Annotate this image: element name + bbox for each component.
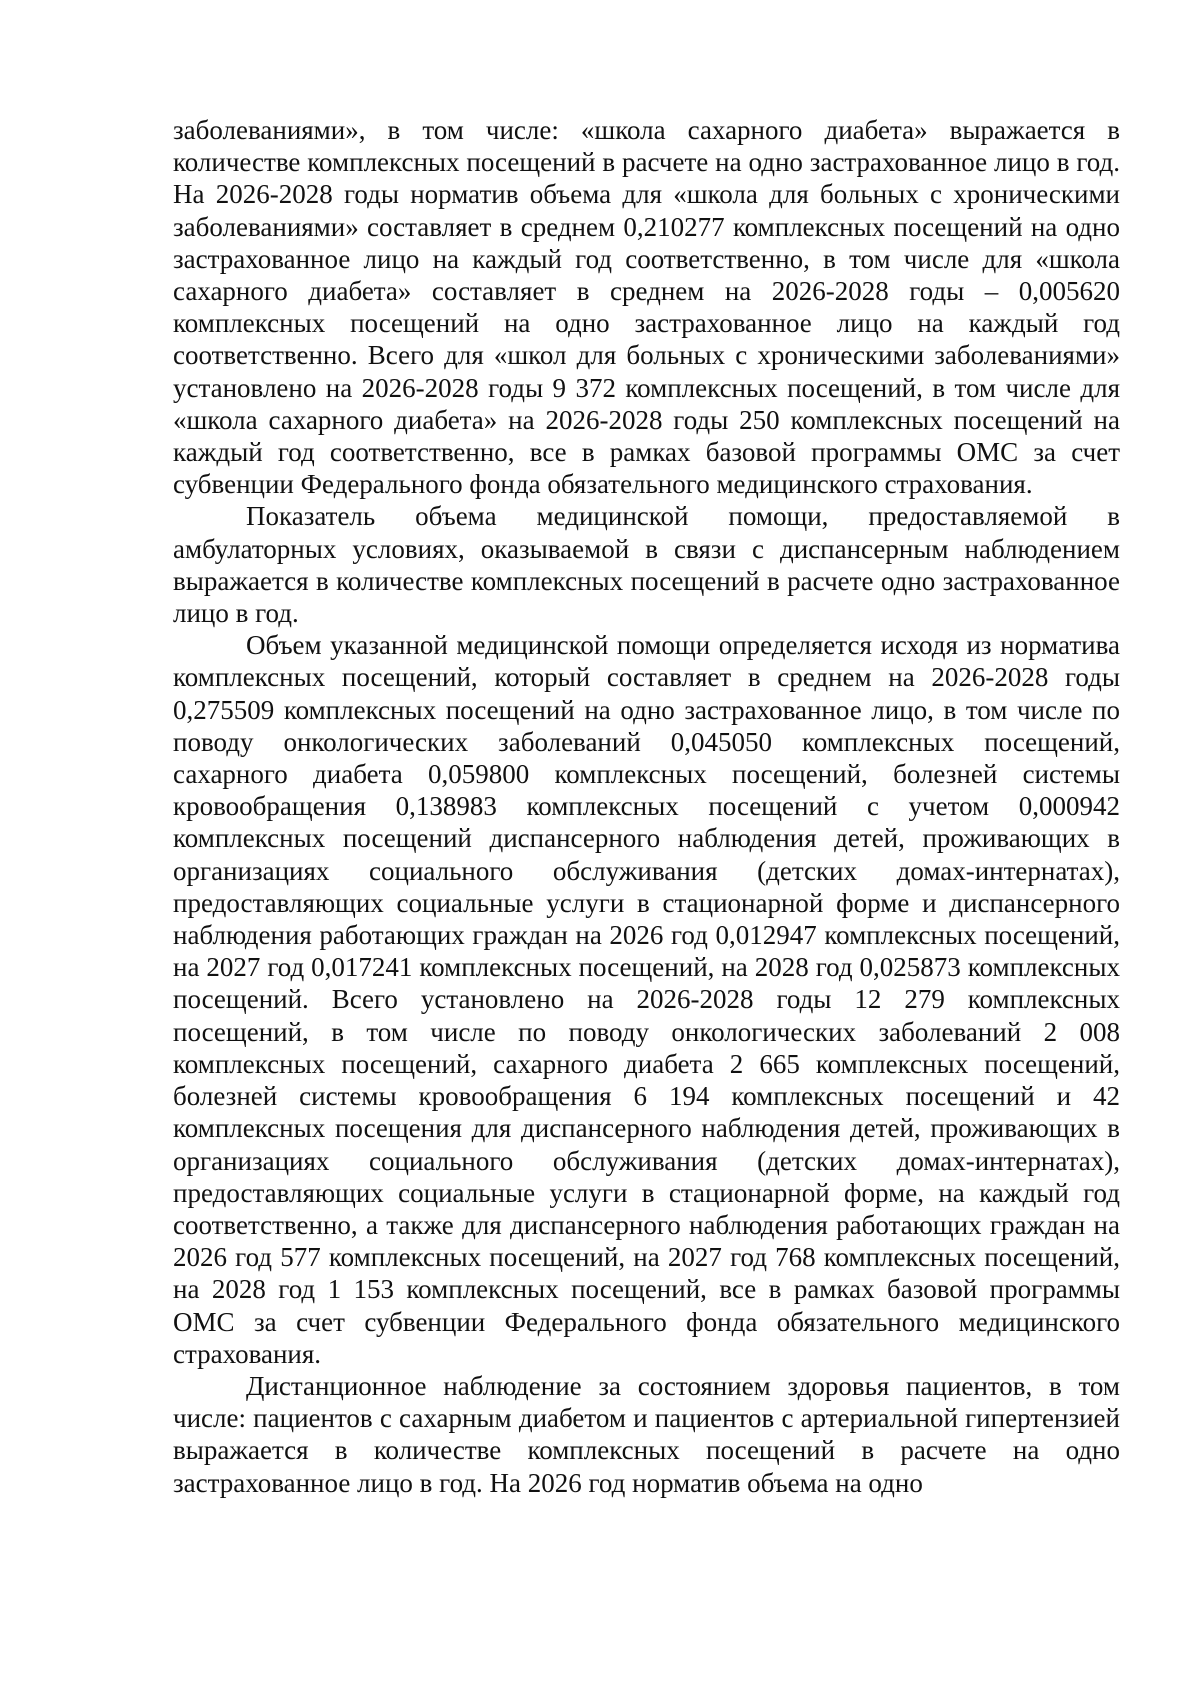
paragraph-dispensary-indicator: Показатель объема медицинской помощи, предоставляемой в амбулаторных условиях, оказываемой в связи с диспансерным наблюдением выражается в количестве комплексных посещений в расчете одно застрахованное лицо в год. [173, 501, 1120, 629]
paragraph-schools-volume: заболеваниями», в том числе: «школа сахарного диабета» выражается в количестве комплексных посещений в расчете на одно застрахованное лицо в год. На 2026-2028 годы норматив объема для «школа для больных с хроническими заболеваниями» составляет в среднем 0,210277 комплексных посещений на одно застрахованное лицо на каждый год соответственно, в том числе для «школа сахарного диабета» составляет в среднем на 2026-2028 годы – 0,005620 комплексных посещений на одно застрахованное лицо на каждый год соответственно. Всего для «школ для больных с хроническими заболеваниями» установлено на 2026-2028 годы 9 372 комплексных посещений, в том числе для «школа сахарного диабета» на 2026-2028 годы 250 комплексных посещений на каждый год соответственно, все в рамках базовой программы ОМС за счет субвенции Федерального фонда обязательного медицинского страхования. [173, 115, 1120, 500]
document-body [173, 114, 1120, 1499]
paragraph-remote-monitoring: Дистанционное наблюдение за состоянием здоровья пациентов, в том числе: пациентов с сахарным диабетом и пациентов с артериальной гипертензией выражается в количестве комплексных посещений в расчете на одно застрахованное лицо в год. На 2026 год норматив объема на одно [173, 1370, 1120, 1498]
paragraph-dispensary-volume: Объем указанной медицинской помощи определяется исходя из норматива комплексных посещений, который составляет в среднем на 2026-2028 годы 0,275509 комплексных посещений на одно застрахованное лицо, в том числе по поводу онкологических заболеваний 0,045050 комплексных посещений, сахарного диабета 0,059800 комплексных посещений, болезней системы кровообращения 0,138983 комплексных посещений с учетом 0,000942 комплексных посещений диспансерного наблюдения детей, проживающих в организациях социального обслуживания (детских домах-интернатах), предоставляющих социальные услуги в стационарной форме и диспансерного наблюдения работающих граждан на 2026 год 0,012947 комплексных посещений, на 2027 год 0,017241 комплексных посещений, на 2028 год 0,025873 комплексных посещений. Всего установлено на 2026-2028 годы 12 279 комплексных посещений, в том числе по поводу онкологических заболеваний 2 008 комплексных посещений, сахарного диабета 2 665 комплексных посещений, болезней системы кровообращения 6 194 комплексных посещений и 42 комплексных посещения для диспансерного наблюдения детей, проживающих в организациях социального обслуживания (детских домах-интернатах), предоставляющих социальные услуги в стационарной форме, на каждый год соответственно, а также для диспансерного наблюдения работающих граждан на 2026 год 577 комплексных посещений, на 2027 год 768 комплексных посещений, на 2028 год 1 153 комплексных посещений, все в рамках базовой программы ОМС за счет субвенции Федерального фонда обязательного медицинского страхования. [173, 630, 1120, 1369]
